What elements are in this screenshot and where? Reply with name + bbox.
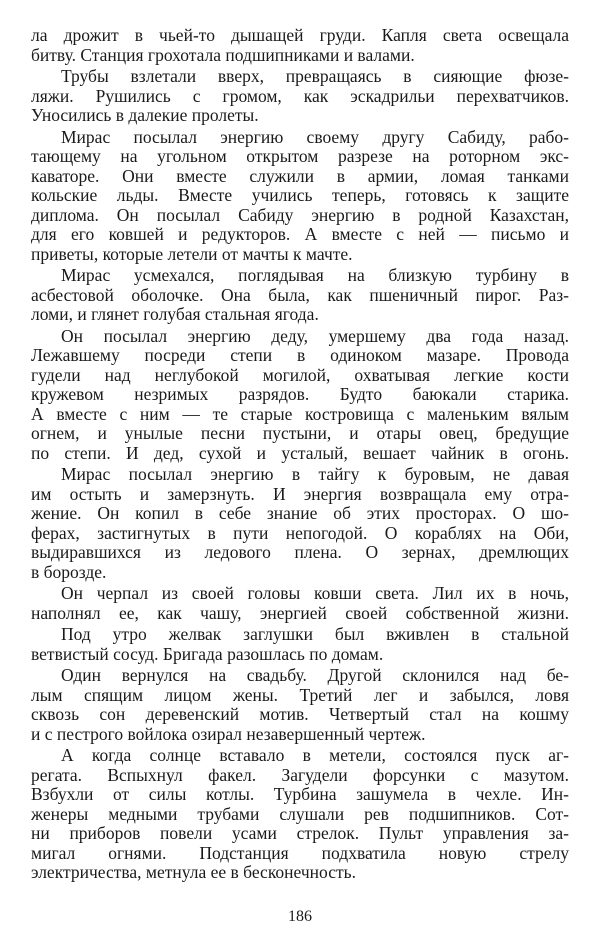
paragraph xyxy=(31,584,569,623)
text-line: в борозде. xyxy=(31,561,107,582)
text-line: диплома. Он посылал Сабиду энергию в родной Казахстан, xyxy=(31,204,569,225)
text-line: кружевом незримых разрядов. Будто баюкали старика. xyxy=(31,384,569,404)
text-line: им остыть и замерзнуть. И энергия возвращала ему отра- xyxy=(31,483,569,504)
text-line: асбестовой оболочке. Она была, как пшеничный пирог. Раз- xyxy=(31,284,569,305)
text-line: гудели над неглубокой могилой, охватывая легкие кости xyxy=(31,364,569,385)
text-line: регата. Вспыхнул факел. Загудели форсунки с мазутом. xyxy=(31,764,569,785)
text-line: битву. Станция грохотала подшипниками и валами. xyxy=(31,44,415,65)
paragraph xyxy=(31,266,569,325)
text-line: Под утро желвак заглушки был вживлен в стальной xyxy=(61,624,569,644)
paragraph xyxy=(31,465,569,582)
paragraph xyxy=(31,26,569,65)
text-line: по степи. И дед, сухой и усталый, вешает чайник в огонь. xyxy=(31,442,569,463)
page-body xyxy=(31,26,569,885)
text-line: Он посылал энергию деду, умершему два года назад. xyxy=(61,325,569,346)
paragraph xyxy=(31,327,569,464)
text-line: Один вернулся на свадьбу. Другой склонился над бе- xyxy=(61,665,569,685)
text-line: каваторе. Они вместе служили в армии, ломая танками xyxy=(31,165,569,186)
paragraph xyxy=(31,67,569,126)
text-line: наполнял ее, как чашу, энергией своей собственной жизни. xyxy=(31,602,569,623)
text-line: кольские льды. Вместе учились теперь, готовясь к защите xyxy=(31,185,569,205)
page-number: 186 xyxy=(288,908,312,925)
text-line: ляжи. Рушились с громом, как эскадрильи перехватчиков. xyxy=(31,85,569,106)
text-line: Он черпал из своей головы ковши света. Лил их в ночь, xyxy=(61,583,569,603)
text-line: ферах, застигнутых в пути непогодой. О кораблях на Оби, xyxy=(31,522,569,543)
text-line: А вместе с ним — те старые костровища с маленьким вялым xyxy=(31,403,569,424)
text-line: Трубы взлетали вверх, превращаясь в сияющие фюзе- xyxy=(61,66,569,86)
text-line: выдиравшихся из ледового плена. О зернах, дремлющих xyxy=(31,542,569,562)
text-line: сквозь сон деревенский мотив. Четвертый стал на кошму xyxy=(31,704,569,724)
text-line: лым спящим лицом жены. Третий лег и забылся, ловя xyxy=(31,684,569,705)
text-line: и с пестрого войлока озирал незавершенный чертеж. xyxy=(31,723,426,744)
text-line: мигал огнями. Подстанция подхватила новую стрелу xyxy=(31,842,569,863)
text-line: Взбухли от силы котлы. Турбина зашумела в чехле. Ин- xyxy=(31,784,569,804)
text-line: ни приборов повели усами стрелок. Пульт управления за- xyxy=(31,823,569,843)
text-line: ломи, и глянет голубая стальная ягода. xyxy=(31,304,319,324)
text-line: Уносились в далекие пролеты. xyxy=(31,105,259,125)
text-line: Мирас усмехался, поглядывая на близкую турбину в xyxy=(61,265,569,285)
text-line: тающему на угольном открытом разрезе на роторном экс- xyxy=(31,146,569,166)
text-line: Мирас посылал энергию своему другу Сабиду, рабо- xyxy=(61,126,569,147)
text-line: жение. Он копил в себе знание об этих просторах. О шо- xyxy=(31,503,569,523)
paragraph xyxy=(31,746,569,883)
text-line: приветы, которые летели от мачты к мачте. xyxy=(31,243,353,264)
text-line: Мирас посылал энергию в тайгу к буровым, не давая xyxy=(61,464,569,484)
text-line: Лежавшему посреди степи в одиноком мазаре. Провода xyxy=(31,345,569,365)
paragraph xyxy=(31,625,569,664)
paragraph xyxy=(31,666,569,744)
text-line: женеры медными трубами слушали рев подшипников. Сот- xyxy=(31,803,569,824)
text-line: электричества, метнула ее в бесконечность. xyxy=(31,862,356,882)
text-line: ла дрожит в чьей-то дышащей груди. Капля света освещала xyxy=(31,25,569,45)
text-line: для его ковшей и редукторов. А вместе с ней — письмо и xyxy=(31,224,569,244)
paragraph xyxy=(31,128,569,265)
text-line: ветвистый сосуд. Бригада разошлась по домам. xyxy=(31,643,384,664)
text-line: огнем, и унылые песни пустыни, и отары овец, бредущие xyxy=(31,423,569,443)
text-line: А когда солнце вставало в метели, состоялся пуск аг- xyxy=(61,745,569,765)
